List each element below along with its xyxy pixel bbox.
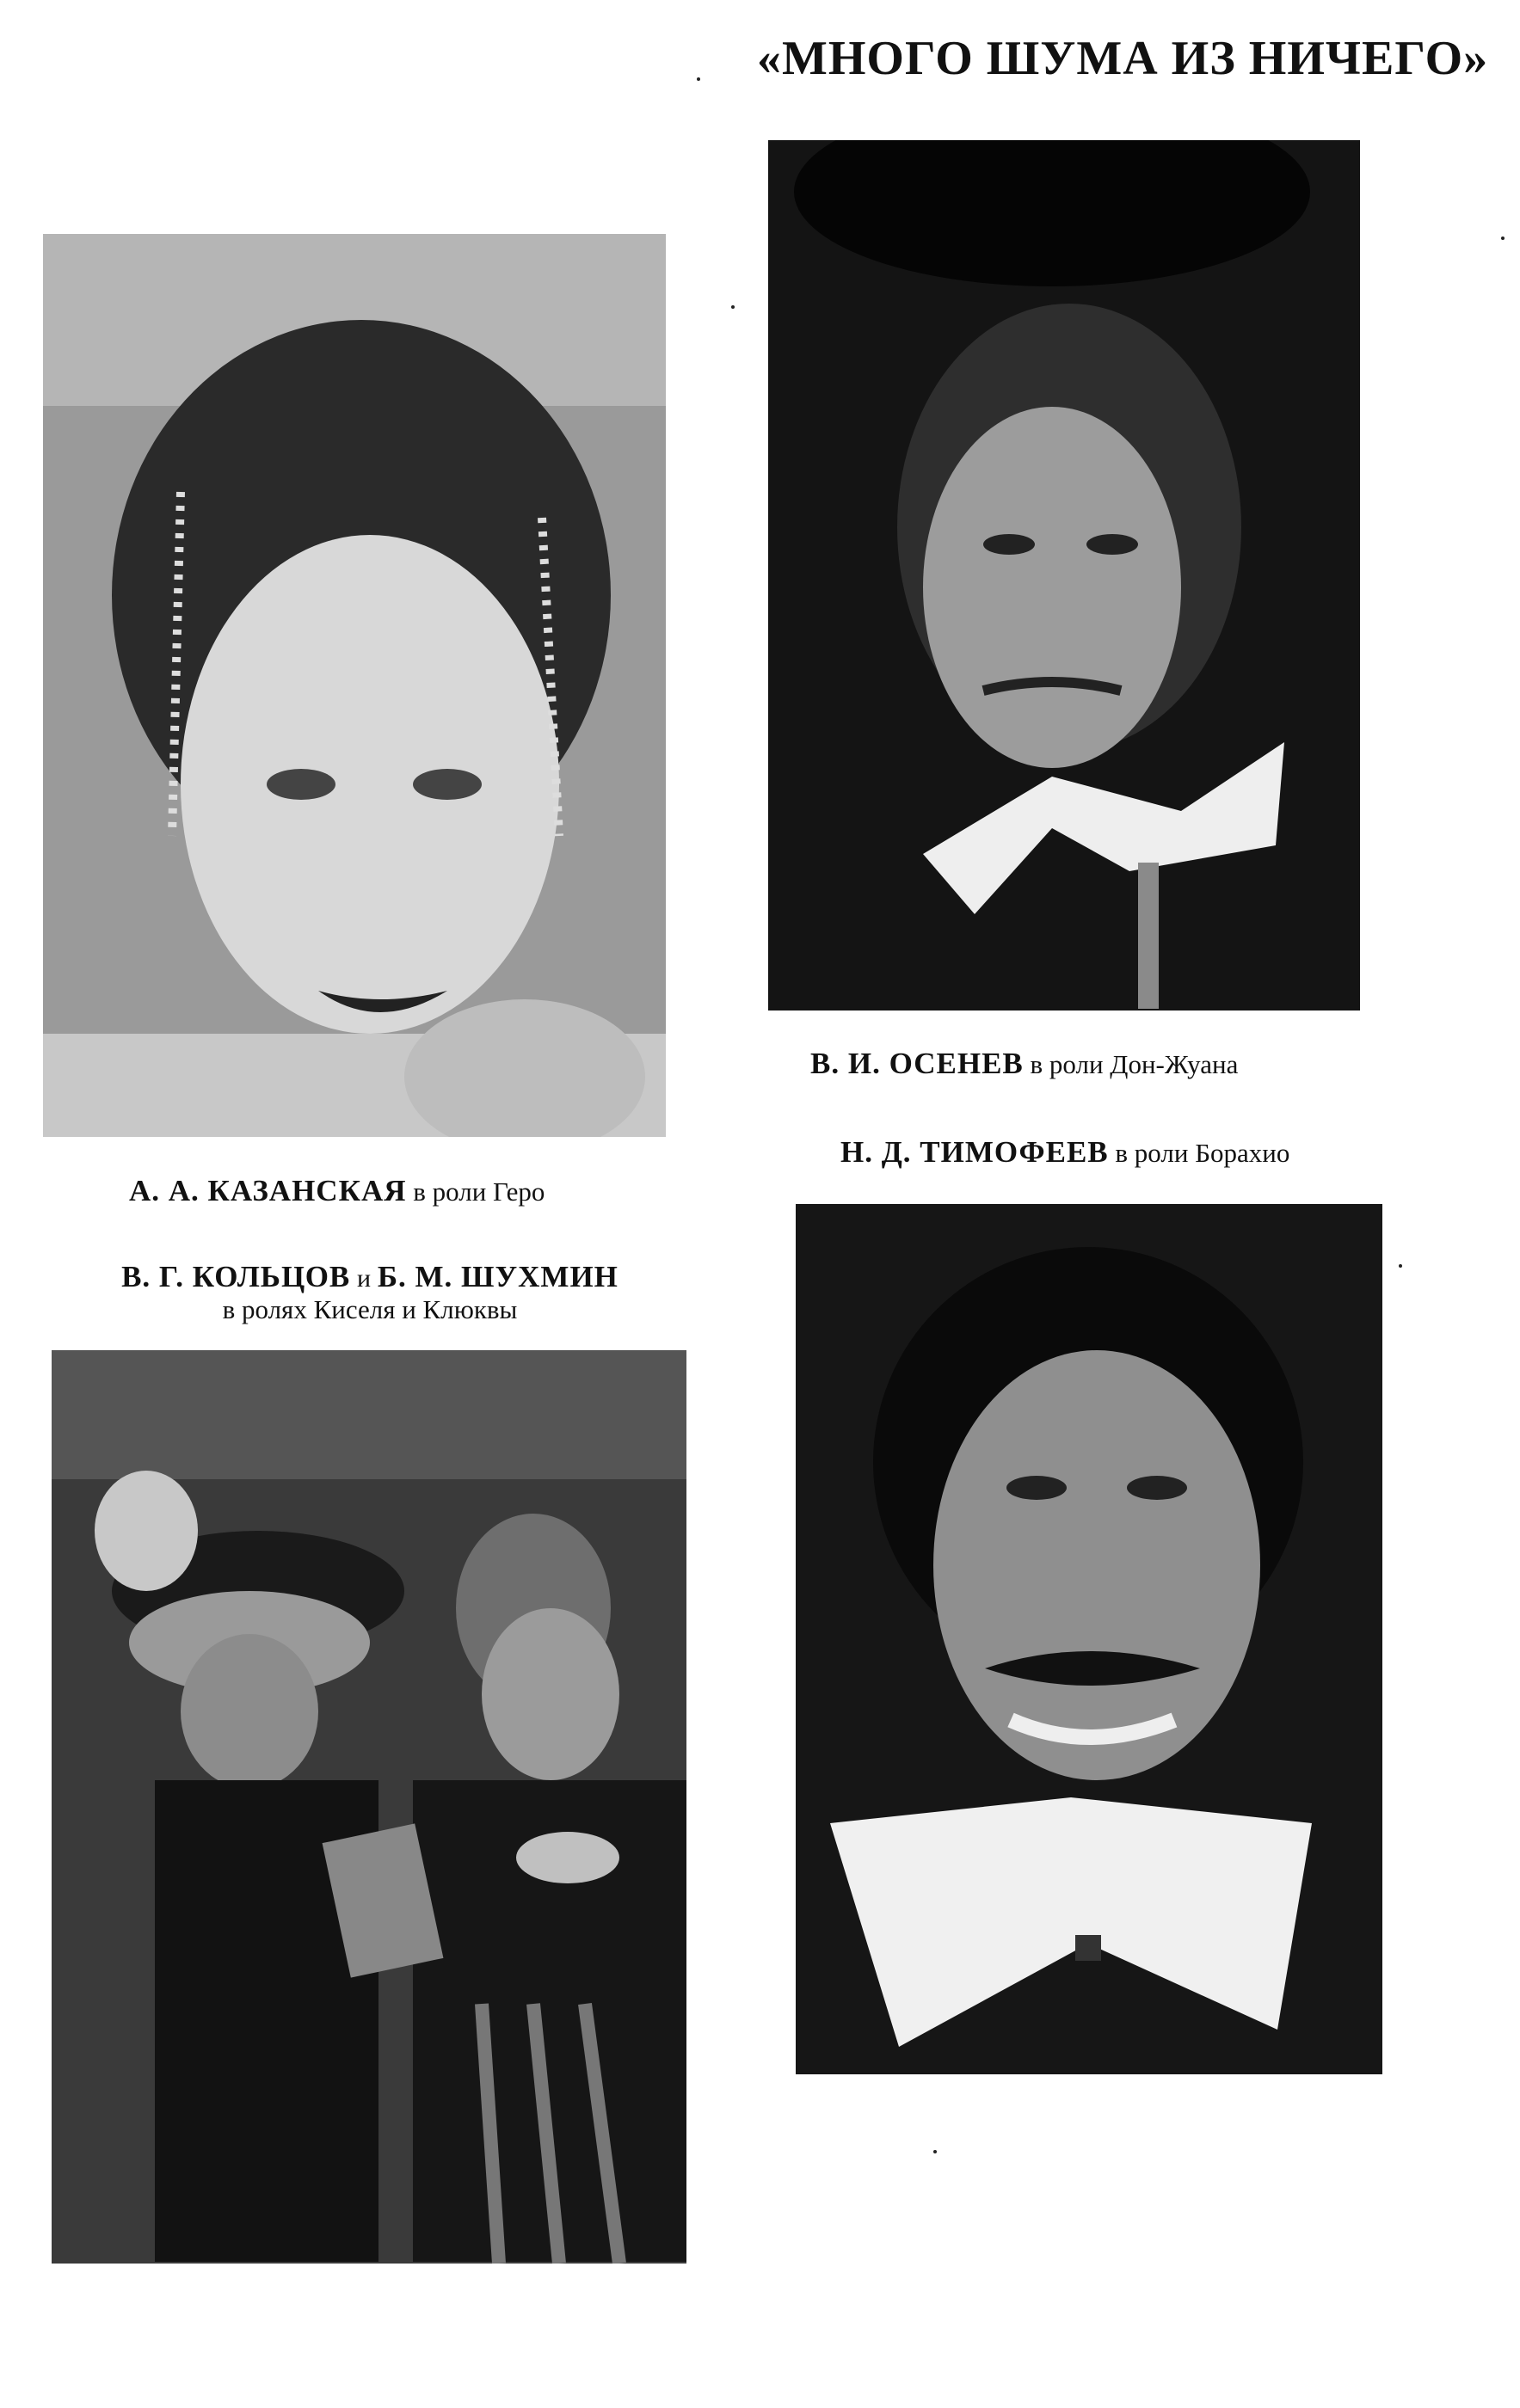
caption-koltsov-shukhmin [103, 1260, 637, 1325]
photo-osenev-image [768, 140, 1360, 1010]
print-speck [1399, 1264, 1402, 1268]
caption-koltsov-shukhmin-names [103, 1260, 637, 1294]
caption-osenev-name: В. И. ОСЕНЕВ [810, 1047, 1024, 1080]
caption-koltsov-name: В. Г. КОЛЬЦОВ [121, 1260, 351, 1293]
caption-kazanskaya-role: в роли Геро [413, 1176, 545, 1207]
page-title: «МНОГО ШУМА ИЗ НИЧЕГО» [757, 32, 1489, 85]
caption-kazanskaya [129, 1174, 545, 1208]
print-speck [933, 2150, 937, 2153]
caption-timofeev-name: Н. Д. ТИМОФЕЕВ [840, 1135, 1109, 1169]
photo-kazanskaya-image [43, 234, 666, 1137]
photo-osenev [768, 140, 1360, 1010]
caption-timofeev-role: в роли Борахио [1115, 1138, 1290, 1168]
print-speck [697, 77, 700, 81]
caption-osenev-role: в роли Дон-Жуана [1030, 1049, 1239, 1079]
caption-timofeev [840, 1135, 1289, 1170]
caption-shukhmin-name: Б. М. ШУХМИН [377, 1260, 618, 1293]
photo-koltsov-shukhmin [52, 1350, 686, 2264]
photo-koltsov-shukhmin-image [52, 1350, 686, 2264]
caption-conj: и [357, 1264, 372, 1293]
photo-kazanskaya [43, 234, 666, 1137]
print-speck [731, 305, 735, 309]
print-speck [1501, 236, 1505, 240]
caption-osenev [810, 1047, 1238, 1081]
photo-timofeev [796, 1204, 1382, 2074]
caption-kazanskaya-name: А. А. КАЗАНСКАЯ [129, 1174, 407, 1207]
photo-timofeev-image [796, 1204, 1382, 2074]
caption-koltsov-shukhmin-role: в ролях Киселя и Клюквы [222, 1294, 518, 1324]
